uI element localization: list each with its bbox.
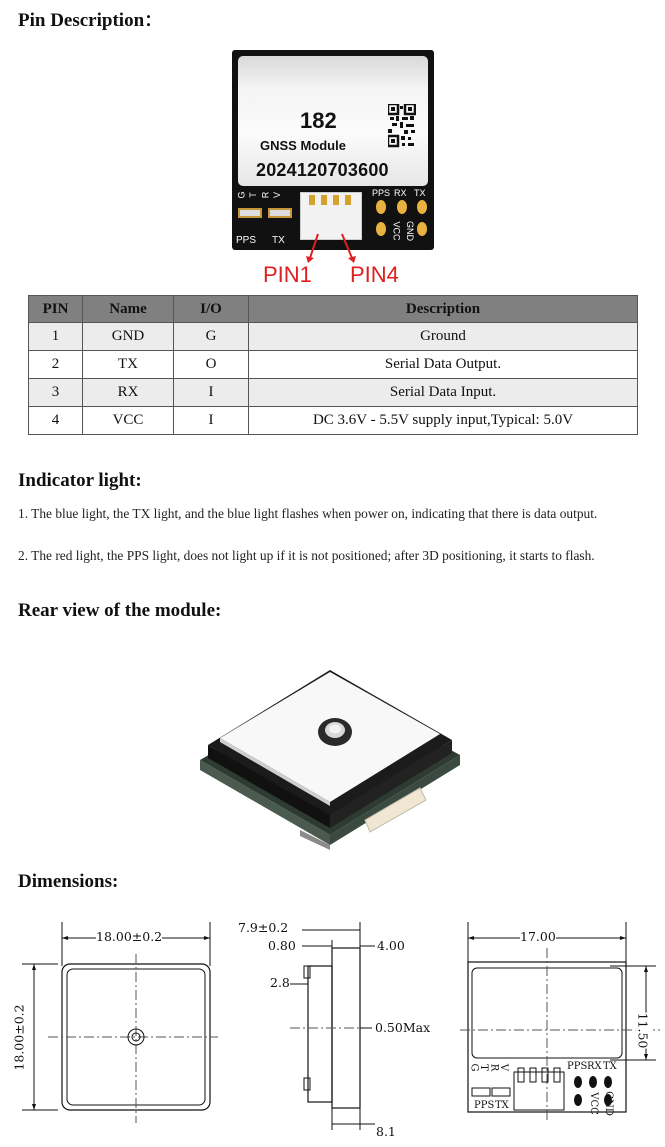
back-pad-gnd: GND bbox=[602, 1091, 614, 1116]
pad-label-tx: TX bbox=[414, 188, 426, 198]
pcb-label-tx: TX bbox=[272, 235, 285, 246]
pad-label-rx: RX bbox=[394, 188, 407, 198]
back-pad-pps: PPS bbox=[567, 1061, 588, 1072]
col-name: Name bbox=[83, 296, 174, 323]
module-number: 182 bbox=[300, 108, 337, 133]
cell-description: Ground bbox=[249, 323, 638, 351]
cell-description: Serial Data Input. bbox=[249, 379, 638, 407]
table-row bbox=[29, 407, 638, 435]
rear-view-heading: Rear view of the module: bbox=[18, 600, 222, 621]
front-width-dimension: 18.00±0.2 bbox=[96, 929, 163, 944]
cell-description: DC 3.6V - 5.5V supply input,Typical: 5.0V bbox=[249, 407, 638, 435]
indicator-item-2: 2. The red light, the PPS light, does not light up if it is not positioned; after 3D positioning, it starts to flash. bbox=[18, 548, 595, 563]
table-row bbox=[29, 323, 638, 351]
pin-table bbox=[28, 295, 638, 435]
cell-name: TX bbox=[83, 351, 174, 379]
module-shield bbox=[238, 56, 428, 186]
back-pad-vcc: VCC bbox=[587, 1092, 599, 1115]
table-row bbox=[29, 351, 638, 379]
pin1-marker: PIN1 bbox=[263, 262, 312, 287]
side-total-depth: 7.9±0.2 bbox=[238, 920, 289, 935]
smd-led-tx bbox=[268, 208, 292, 218]
qr-code-icon bbox=[388, 104, 416, 156]
cell-description: Serial Data Output. bbox=[249, 351, 638, 379]
table-header-row bbox=[29, 296, 638, 323]
pcb-label-t: T bbox=[247, 192, 258, 198]
cell-name: VCC bbox=[83, 407, 174, 435]
pcb-label-g: G bbox=[236, 191, 247, 199]
back-height-dimension: 11.50 bbox=[635, 1012, 651, 1049]
back-label-tx: TX bbox=[495, 1100, 509, 1111]
pad-pps bbox=[376, 200, 386, 214]
cell-pin: 1 bbox=[29, 323, 83, 351]
cell-pin: 4 bbox=[29, 407, 83, 435]
side-pcb-depth: 4.00 bbox=[377, 938, 405, 953]
cell-io: G bbox=[174, 323, 249, 351]
back-view-drawing bbox=[460, 918, 665, 1128]
side-shield-offset: 0.80 bbox=[268, 938, 296, 953]
cell-name: GND bbox=[83, 323, 174, 351]
col-description: Description bbox=[249, 296, 638, 323]
pad-label-vcc: VCC bbox=[391, 221, 402, 241]
back-label-g: G bbox=[468, 1063, 480, 1072]
pad-gnd bbox=[417, 222, 427, 236]
pad-vcc bbox=[376, 222, 386, 236]
module-rear-render bbox=[190, 650, 470, 850]
cell-io: I bbox=[174, 379, 249, 407]
smd-led-pps bbox=[238, 208, 262, 218]
front-height-dimension: 18.00±0.2 bbox=[11, 1004, 27, 1071]
pcb-label-v: V bbox=[272, 191, 283, 199]
side-connector-height: 2.8 bbox=[270, 975, 290, 990]
back-label-v: V bbox=[498, 1063, 510, 1072]
module-top-photo bbox=[232, 50, 434, 250]
cell-pin: 3 bbox=[29, 379, 83, 407]
back-label-r: R bbox=[488, 1063, 500, 1072]
pad-label-gnd: GND bbox=[405, 221, 415, 241]
back-label-t: T bbox=[477, 1064, 489, 1071]
col-pin: PIN bbox=[29, 296, 83, 323]
cell-io: I bbox=[174, 407, 249, 435]
front-view-drawing bbox=[18, 918, 218, 1128]
module-serial: 2024120703600 bbox=[256, 160, 389, 180]
back-pad-rx: RX bbox=[587, 1061, 602, 1072]
pcb-label-r: R bbox=[260, 191, 271, 199]
module-name: GNSS Module bbox=[260, 138, 346, 153]
table-row bbox=[29, 379, 638, 407]
pin4-marker: PIN4 bbox=[350, 262, 399, 287]
back-label-pps: PPS bbox=[474, 1100, 495, 1111]
pcb-label-pps: PPS bbox=[236, 235, 257, 246]
back-width-dimension: 17.00 bbox=[520, 929, 556, 944]
indicator-item-1: 1. The blue light, the TX light, and the blue light flashes when power on, indicating that there is data output. bbox=[18, 506, 598, 521]
cell-pin: 2 bbox=[29, 351, 83, 379]
pin-arrows-icon bbox=[290, 232, 370, 264]
pad-rx bbox=[397, 200, 407, 214]
pad-label-pps: PPS bbox=[372, 188, 391, 198]
indicator-light-heading: Indicator light: bbox=[18, 470, 142, 491]
col-io: I/O bbox=[174, 296, 249, 323]
back-pad-tx: TX bbox=[603, 1061, 617, 1072]
side-bottom-dimension: 8.1 bbox=[376, 1124, 396, 1139]
pin-description-heading: Pin Description： bbox=[18, 10, 164, 31]
cell-name: RX bbox=[83, 379, 174, 407]
dimensions-heading: Dimensions: bbox=[18, 871, 119, 892]
pad-tx bbox=[417, 200, 427, 214]
side-tolerance: 0.50Max bbox=[375, 1020, 431, 1035]
cell-io: O bbox=[174, 351, 249, 379]
